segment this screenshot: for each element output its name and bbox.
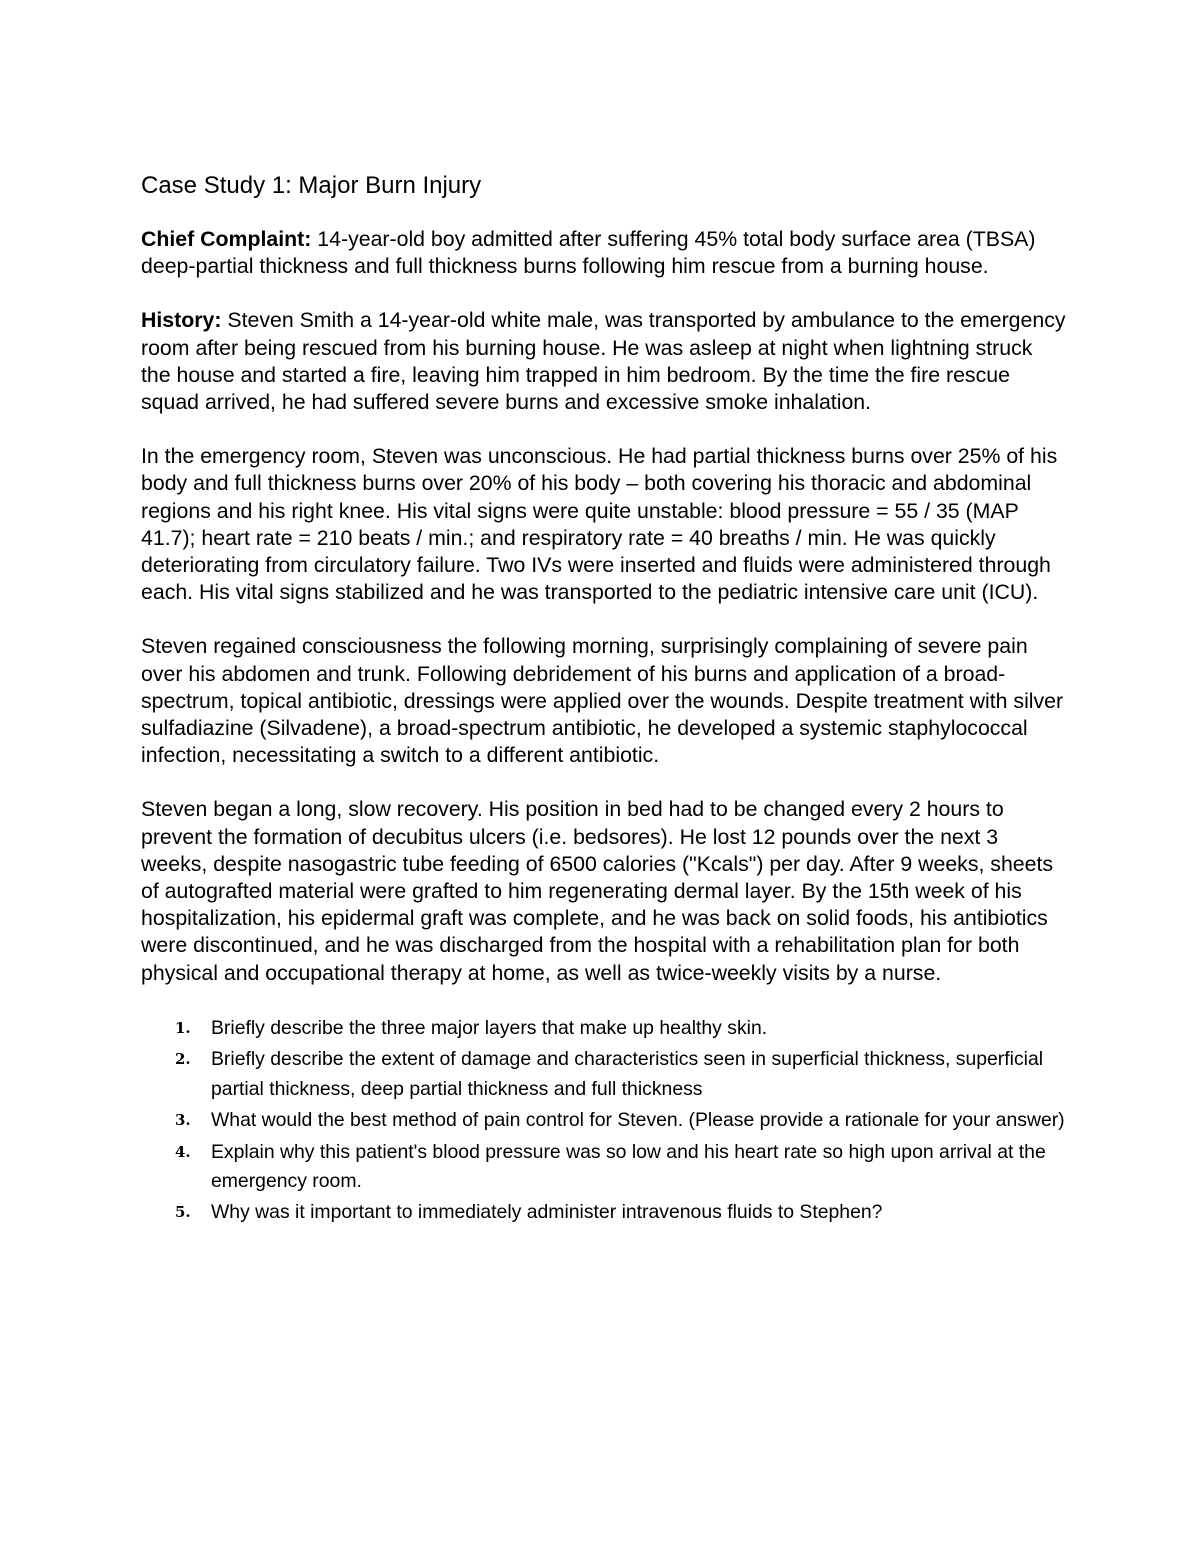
history-label: History: bbox=[141, 308, 222, 333]
question-item bbox=[175, 1138, 1066, 1197]
question-item bbox=[175, 1198, 1066, 1227]
history-paragraph bbox=[141, 307, 1066, 416]
document-title: Case Study 1: Major Burn Injury bbox=[141, 172, 482, 199]
question-text: Briefly describe the extent of damage and characteristics seen in superficial thickness, superficial partial thickness, deep partial thickness and full thickness bbox=[211, 1048, 1044, 1100]
question-text: Explain why this patient's blood pressure was so low and his heart rate so high upon arrival at the emergency room. bbox=[211, 1140, 1046, 1192]
question-text: What would the best method of pain control for Steven. (Please provide a rationale for your answer) bbox=[211, 1109, 1065, 1132]
question-number: 1. bbox=[175, 1018, 191, 1037]
question-item bbox=[175, 1106, 1066, 1135]
document-page bbox=[141, 170, 1066, 1230]
chief-complaint-paragraph bbox=[141, 226, 1066, 280]
question-item bbox=[175, 1014, 1066, 1043]
question-number: 4. bbox=[175, 1142, 191, 1161]
chief-complaint-text: 14-year-old boy admitted after suffering 45% total body surface area (TBSA) deep-partial thickness and full thickness burns following him rescue from a burning house. bbox=[141, 227, 1036, 279]
question-number: 3. bbox=[175, 1111, 191, 1130]
question-number: 5. bbox=[175, 1203, 191, 1222]
question-number: 2. bbox=[175, 1050, 191, 1069]
emergency-room-paragraph: In the emergency room, Steven was unconscious. He had partial thickness burns over 25% of his body and full thickness burns over 20% of his body – both covering his thoracic and abdominal regions and his right knee. His vital signs were quite unstable: blood pressure = 55 / 35 (MAP 41.7); heart rate = 210 beats / min.; and respiratory rate = 40 breaths / min. He was quickly deteriorating from circulatory failure. Two IVs were inserted and fluids were administered through each. His vital signs stabilized and he was transported to the pediatric intensive care unit (ICU). bbox=[141, 444, 1058, 605]
question-item bbox=[175, 1045, 1066, 1104]
recovery-paragraph: Steven began a long, slow recovery. His position in bed had to be changed every 2 hours to prevent the formation of decubitus ulcers (i.e. bedsores). He lost 12 pounds over the next 3 weeks, despite nasogastric tube feeding of 6500 calories ("Kcals") per day. After 9 weeks, sheets of autografted material were grafted to him regenerating dermal layer. By the 15th week of his hospitalization, his epidermal graft was complete, and he was back on solid foods, his antibiotics were discontinued, and he was discharged from the hospital with a rehabilitation plan for both physical and occupational therapy at home, as well as twice-weekly visits by a nurse. bbox=[141, 797, 1054, 985]
question-text: Why was it important to immediately administer intravenous fluids to Stephen? bbox=[211, 1201, 883, 1224]
question-text: Briefly describe the three major layers that make up healthy skin. bbox=[211, 1016, 768, 1039]
history-text: Steven Smith a 14-year-old white male, was transported by ambulance to the emergency room after being rescued from his burning house. He was asleep at night when lightning struck the house and started a fire, leaving him trapped in him bedroom. By the time the fire rescue squad arrived, he had suffered severe burns and excessive smoke inhalation. bbox=[141, 308, 1066, 415]
chief-complaint-label: Chief Complaint: bbox=[141, 227, 312, 251]
question-list bbox=[141, 1014, 1066, 1228]
icu-treatment-paragraph: Steven regained consciousness the following morning, surprisingly complaining of severe pain over his abdomen and trunk. Following debridement of his burns and application of a broad-spectrum, topical antibiotic, dressings were applied over the wounds. Despite treatment with silver sulfadiazine (Silvadene), a broad-spectrum antibiotic, he developed a systemic staphylococcal infection, necessitating a switch to a different antibiotic. bbox=[141, 634, 1064, 768]
